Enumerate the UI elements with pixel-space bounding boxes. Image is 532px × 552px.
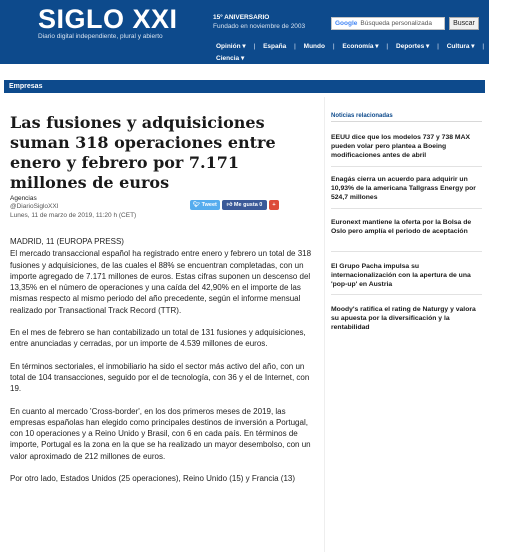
divider (331, 294, 482, 295)
article-date: Lunes, 11 de marzo de 2019, 11:20 h (CET) (10, 212, 137, 219)
chevron-down-icon: ▾ (240, 55, 245, 62)
anniversary-label: 15º ANIVERSARIO (213, 14, 270, 21)
section-tab-empresas[interactable]: Empresas (4, 80, 50, 93)
chevron-down-icon: ▾ (522, 43, 526, 50)
main-nav (0, 40, 526, 64)
thumbs-up-icon: 👍︎ (226, 202, 233, 208)
nav-separator: | (437, 43, 439, 50)
site-header (0, 0, 489, 40)
related-news-rule (331, 121, 482, 122)
site-tagline: Diario digital independiente, plural y abierto (38, 33, 163, 40)
nav-item-espana[interactable]: España (263, 43, 287, 50)
nav-item-ciencia[interactable]: Ciencia ▾ (216, 55, 245, 62)
twitter-icon: 🐦︎ (193, 202, 201, 208)
facebook-like-button[interactable]: 👍︎ Me gusta 0 (222, 200, 267, 210)
article-handle[interactable]: @DiarioSigloXXI (10, 203, 59, 210)
related-news-item[interactable]: Euronext mantiene la oferta por la Bolsa de Oslo pero amplía el periodo de aceptación (331, 219, 472, 235)
nav-separator: | (294, 43, 296, 50)
article-paragraph: En el mes de febrero se han contabilizado un total de 131 fusiones y adquisiciones, entre anunciadas y cerradas, por un importe de 4.539 millones de euros. (10, 328, 306, 349)
chevron-down-icon: ▾ (242, 43, 246, 50)
nav-separator: | (253, 43, 256, 50)
search-placeholder: Búsqueda personalizada (360, 20, 432, 27)
nav-separator: | (332, 43, 335, 50)
site-logo[interactable]: SIGLO XXI (38, 4, 178, 34)
article-paragraph: En cuanto al mercado 'Cross-border', en los dos primeros meses de 2019, las empresas españolas han elegido como principales destinos de inversión a Portugal, con 10 operaciones y a Reino Unido y Brasil, con 6 en cada país. En términos de importe, Portugal es la zona en la que se ha realizado un mayor desembolso, con un valor aproximado de 212 millones de euros. (10, 406, 311, 461)
divider (331, 208, 482, 209)
chevron-down-icon: ▾ (471, 43, 475, 50)
article-title: Las fusiones y adquisiciones suman 318 operaciones entre enero y febrero por 7.171 millones de euros (10, 113, 276, 192)
column-divider (324, 97, 325, 552)
tweet-button[interactable]: 🐦︎ Tweet (190, 200, 220, 210)
share-plus-button[interactable]: + (269, 200, 279, 210)
nav-item-cultura[interactable]: Cultura ▾ (446, 43, 475, 50)
related-news-item[interactable]: Moody's ratifica el rating de Naturgy y valora su apuesta por la diversificación y la rentabilidad (331, 306, 476, 331)
article-paragraph: El mercado transaccional español ha registrado entre enero y febrero un total de 318 fusiones y adquisiciones, de las cuales el 88% se encuentran completadas, con un importe agregado de 7.171 millones de euros. Estas cifras suponen un descenso del 13,35% en el número de operaciones y una caída del 42,90% en el importe de las mismas respecto al mismo periodo del año precedente, según el informe mensual realizado por Transactional Track Record (TTR). (10, 249, 312, 315)
article-paragraph: Por otro lado, Estados Unidos (25 operaciones), Reino Unido (15) y Francia (13) (10, 474, 296, 484)
nav-item-mundo[interactable]: Mundo (303, 43, 325, 50)
chevron-down-icon: ▾ (426, 43, 430, 50)
google-brand: Google (335, 20, 358, 27)
nav-item-economia[interactable]: Economía ▾ (342, 43, 379, 50)
article-body (10, 236, 317, 495)
article-dateline: MADRID, 11 (EUROPA PRESS) (10, 237, 124, 246)
nav-item-deportes[interactable]: Deportes ▾ (396, 43, 430, 50)
search-input[interactable] (331, 17, 445, 30)
nav-row-2 (216, 54, 250, 64)
divider (331, 166, 482, 167)
nav-row (216, 42, 532, 52)
nav-separator: | (482, 43, 485, 50)
search-button[interactable]: Buscar (449, 17, 479, 30)
chevron-down-icon: ▾ (375, 43, 379, 50)
article-agency: Agencias (10, 195, 37, 202)
section-bar (4, 80, 485, 93)
related-news-item[interactable]: El Grupo Pacha impulsa su internacionalización con la apertura de una 'pop-up' en Austria (331, 263, 471, 288)
article-paragraph: En términos sectoriales, el inmobiliario ha sido el sector más activo del año, con un total de 104 transacciones, seguido por el de tecnología, con 36 y el de Internet, con 19. (10, 361, 310, 394)
related-news-item[interactable]: Enagás cierra un acuerdo para adquirir un 10,93% de la americana Tallgrass Energy por 524,7 millones (331, 176, 476, 201)
divider (331, 251, 482, 252)
related-news-title: Noticias relacionadas (331, 113, 393, 119)
founded-label: Fundado en noviembre de 2003 (213, 23, 306, 30)
nav-item-opinion[interactable]: Opinión ▾ (216, 43, 246, 50)
nav-separator: | (386, 43, 389, 50)
nav-item-sociedad[interactable]: Sociedad ▾ (492, 43, 526, 50)
related-news-item[interactable]: EEUU dice que los modelos 737 y 738 MAX pueden volar pero plantea a Boeing modificaciones antes de abril (331, 134, 471, 159)
